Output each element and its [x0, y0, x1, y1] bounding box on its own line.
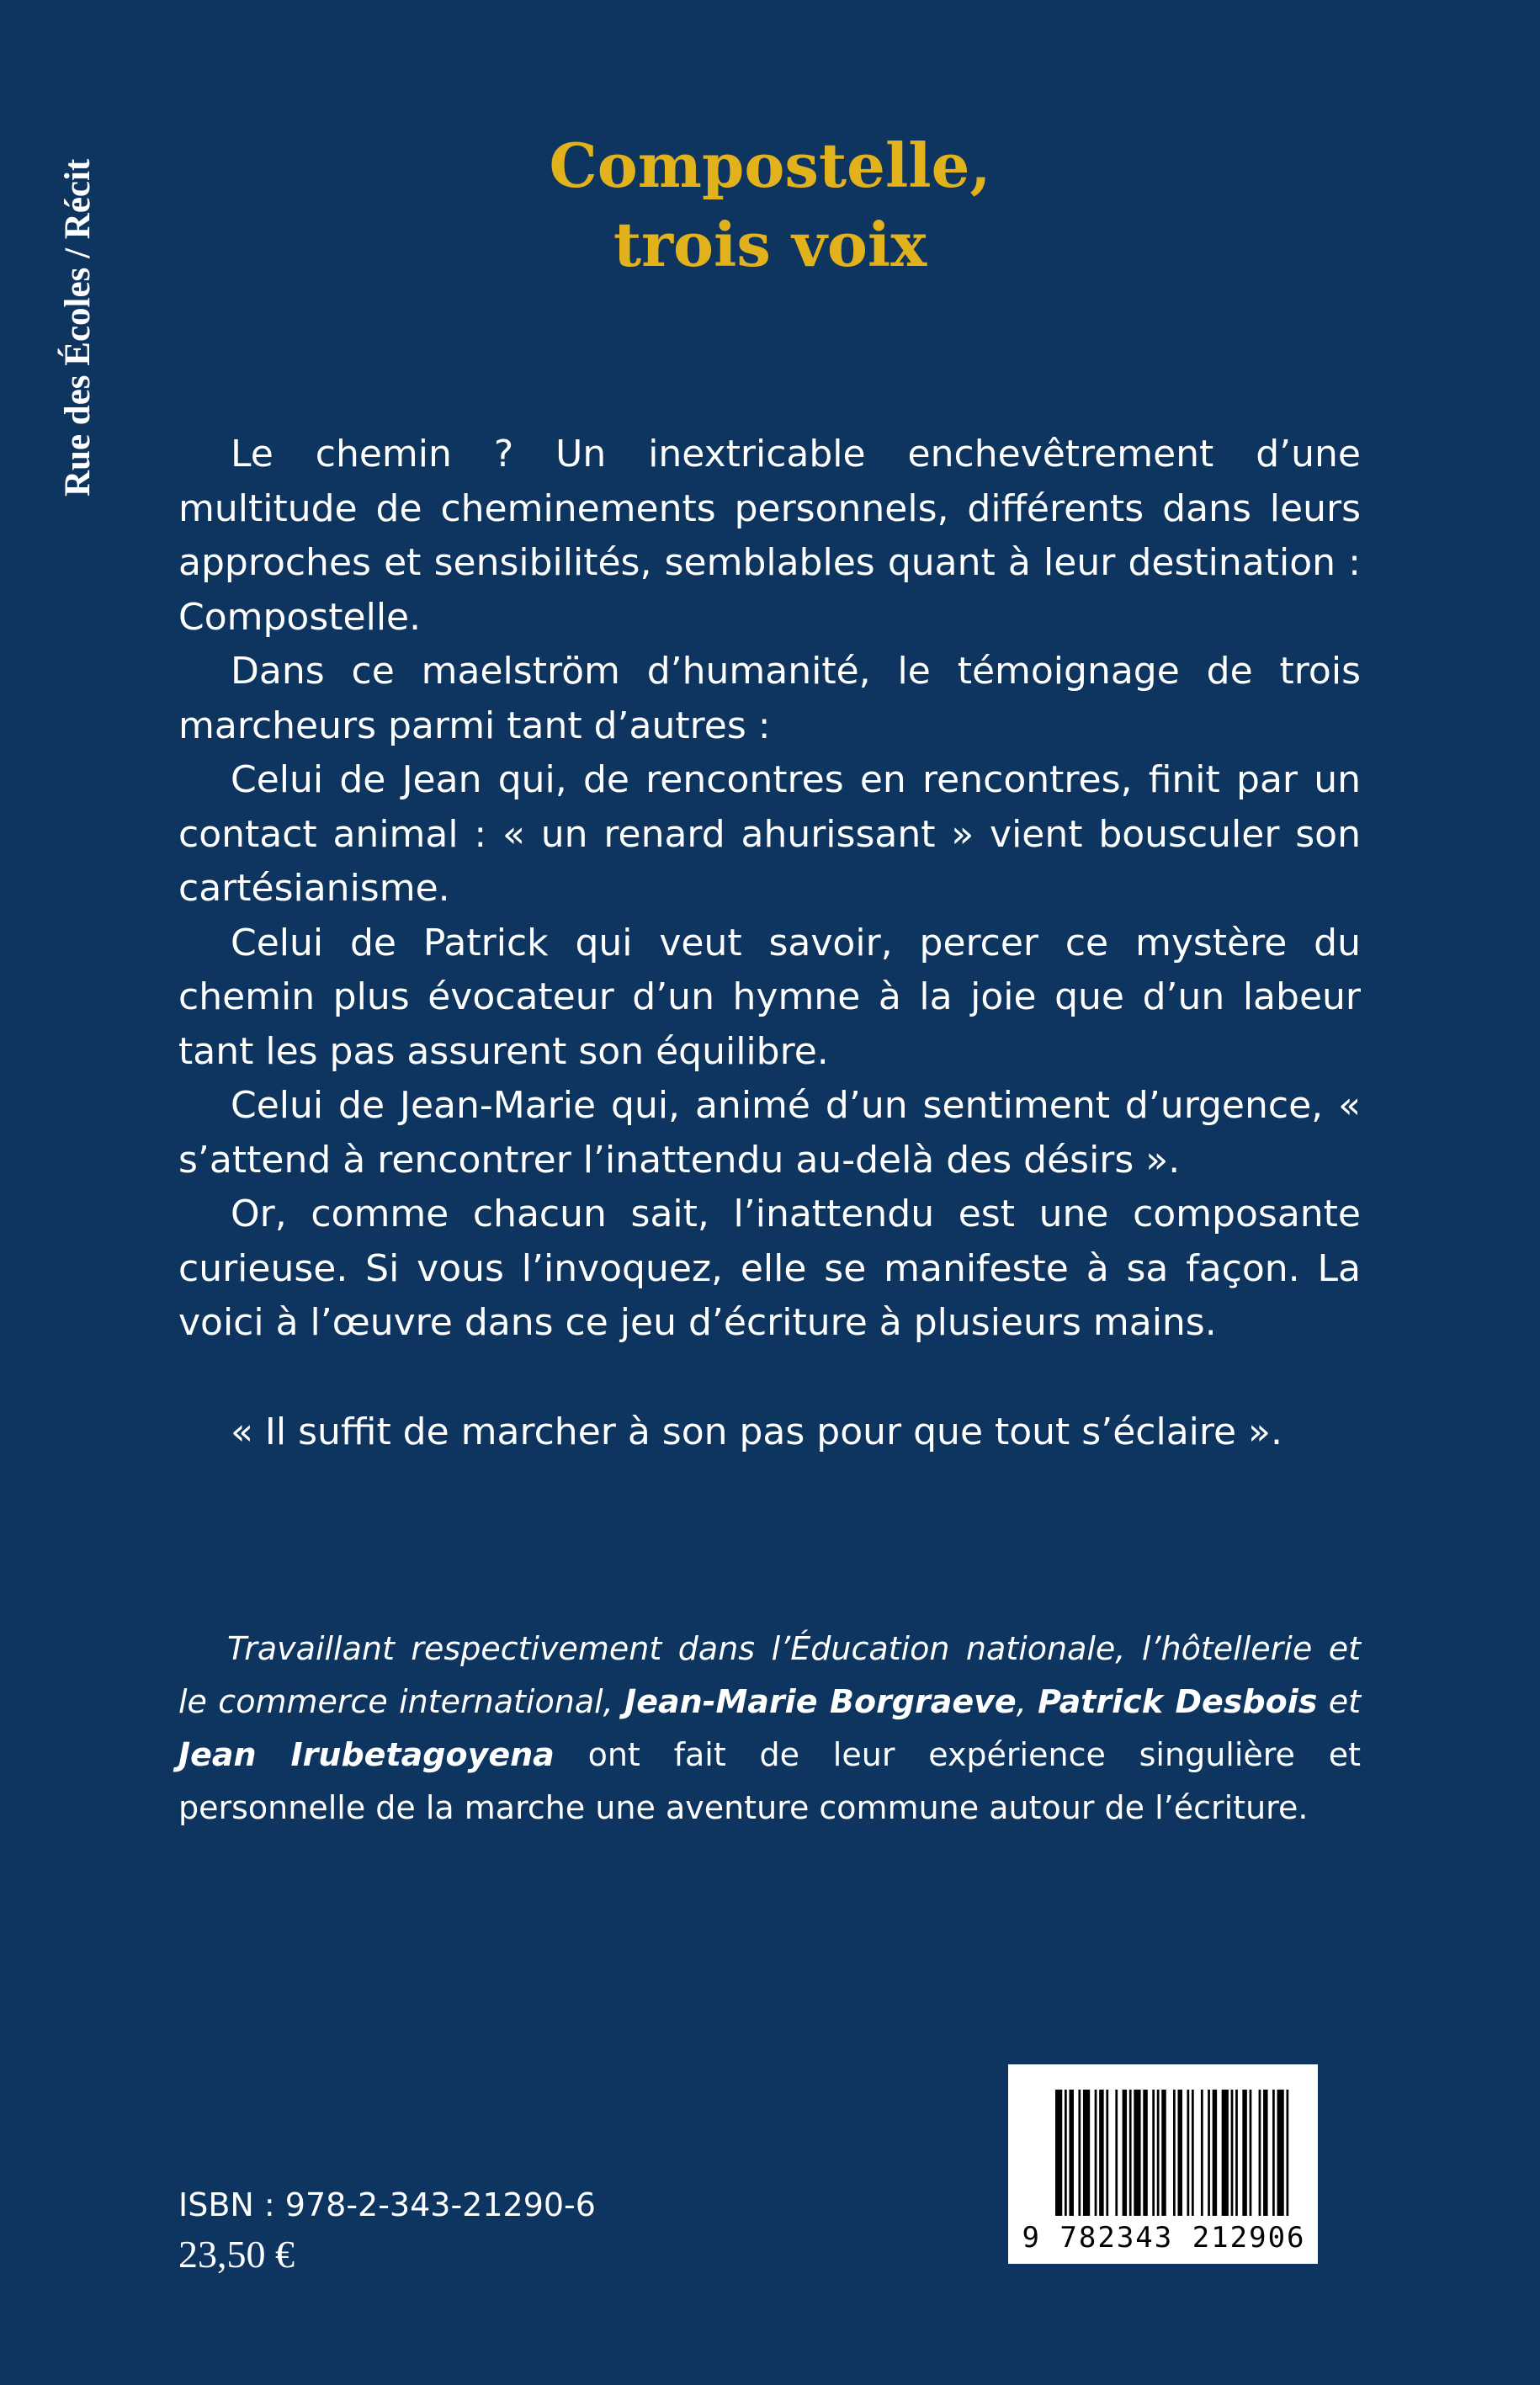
barcode-bar — [1277, 2090, 1284, 2216]
barcode-bars — [1055, 2090, 1291, 2216]
bio-intro: Travaillant respectivement dans l’Éducation nationale, l’hôtellerie et le commerce international, — [178, 1630, 1361, 1720]
barcode-bar — [1201, 2090, 1203, 2216]
blurb-paragraph: Le chemin ? Un inextricable enchevêtrement d’une multitude de cheminements personnels, différents dans leurs approches et sensibilités, semblables quant à leur destination : Compostelle. — [178, 433, 1361, 639]
title-line-2: trois voix — [613, 209, 927, 280]
barcode-bar — [1208, 2090, 1210, 2216]
barcode-bar — [1078, 2090, 1081, 2216]
barcode-bar — [1143, 2090, 1147, 2216]
title-line-1: Compostelle, — [549, 130, 991, 201]
pull-quote: « Il suffit de marcher à son pas pour que tout s’éclaire ». — [231, 1410, 1282, 1453]
barcode-bar — [1123, 2090, 1127, 2216]
barcode-bar — [1157, 2090, 1160, 2216]
barcode-bar — [1263, 2090, 1267, 2216]
barcode-bar — [1259, 2090, 1261, 2216]
price: 23,50 € — [178, 2233, 295, 2276]
barcode-bar — [1161, 2090, 1166, 2216]
barcode-bar — [1099, 2090, 1103, 2216]
bio-separator: et — [1317, 1683, 1362, 1720]
isbn: ISBN : 978-2-343-21290-6 — [178, 2186, 596, 2223]
barcode-bar — [1231, 2090, 1234, 2216]
blurb-paragraph: Or, comme chacun sait, l’inattendu est une composante curieuse. Si vous l’invoquez, elle se manifeste à sa façon. La voici à l’œuvre dans ce jeu d’écriture à plusieurs mains. — [178, 1192, 1361, 1344]
author-bio — [178, 1623, 1361, 1835]
barcode-bar — [1250, 2090, 1252, 2216]
blurb-paragraph: Celui de Jean qui, de rencontres en rencontres, finit par un contact animal : « un renard ahurissant » vient bousculer son cartésianisme. — [178, 758, 1361, 910]
barcode-bar — [1065, 2090, 1067, 2216]
barcode-bar — [1213, 2090, 1217, 2216]
barcode-bar — [1095, 2090, 1097, 2216]
barcode-bar — [1272, 2090, 1275, 2216]
barcode-bar — [1235, 2090, 1238, 2216]
barcode-bar — [1177, 2090, 1182, 2216]
barcode-bar — [1106, 2090, 1108, 2216]
barcode-bar — [1173, 2090, 1176, 2216]
barcode-bar — [1083, 2090, 1090, 2216]
barcode-bar — [1187, 2090, 1189, 2216]
blurb-paragraph: Celui de Patrick qui veut savoir, percer ce mystère du chemin plus évocateur d’un hymne à la joie que d’un labeur tant les pas assurent son équilibre. — [178, 921, 1361, 1073]
author-name-2: Patrick Desbois — [1038, 1683, 1318, 1720]
barcode-digits: 9 782343 212906 — [1022, 2221, 1306, 2255]
blurb — [178, 428, 1361, 1351]
barcode-bar — [1152, 2090, 1155, 2216]
barcode-bar — [1222, 2090, 1229, 2216]
bio-rest: ont fait de leur expérience singulière et personnelle de la marche une aventure commune autour de l’écriture. — [178, 1736, 1361, 1826]
collection-name: Rue des Écoles / Récit — [58, 158, 98, 497]
author-name-1: Jean-Marie Borgraeve — [624, 1683, 1017, 1720]
barcode-bar — [1115, 2090, 1118, 2216]
blurb-paragraph: Celui de Jean-Marie qui, animé d’un sentiment d’urgence, « s’attend à rencontrer l’inattendu au-delà des désirs ». — [178, 1084, 1361, 1182]
barcode-bar — [1134, 2090, 1140, 2216]
barcode-bar — [1242, 2090, 1246, 2216]
barcode — [1008, 2064, 1318, 2264]
blurb-paragraph: Dans ce maelström d’humanité, le témoignage de trois marcheurs parmi tant d’autres : — [178, 650, 1361, 747]
barcode-bar — [1287, 2090, 1289, 2216]
barcode-bar — [1129, 2090, 1132, 2216]
author-name-3: Jean Irubetagoyena — [178, 1736, 555, 1773]
barcode-bar — [1069, 2090, 1073, 2216]
barcode-bar — [1192, 2090, 1194, 2216]
bio-separator: , — [1016, 1683, 1038, 1720]
barcode-bar — [1055, 2090, 1062, 2216]
book-title — [0, 126, 1540, 284]
